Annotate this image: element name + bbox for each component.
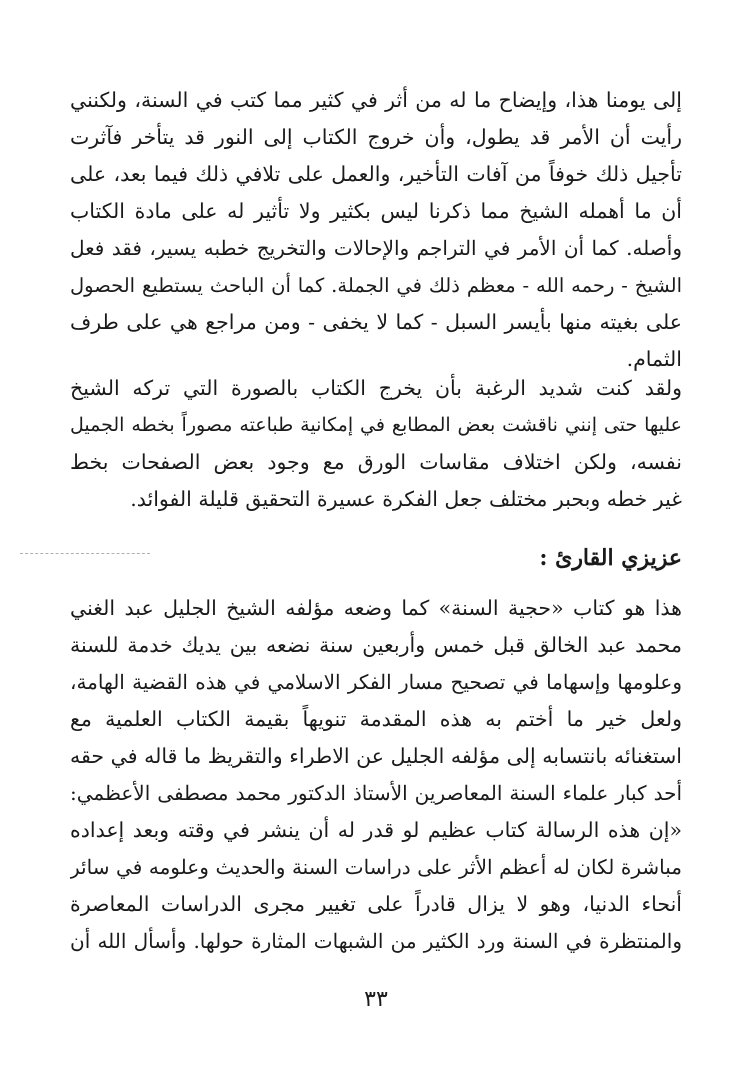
text-line: غير خطه وبحبر مختلف جعل الفكرة عسيرة التحقيق قليلة الفوائد. [130,487,682,511]
text-line: أن ما أهمله الشيخ مما ذكرنا ليس بكثير ولا تأثير له على مادة الكتاب [70,199,682,223]
text-line: نفسه، ولكن اختلاف مقاسات الورق مع وجود بعض الصفحات بخط [70,450,682,474]
text-line: عليها حتى إنني ناقشت بعض المطابع في إمكانية طباعته مصوراً بخطه الجميل [70,414,682,436]
text-line: أحد كبار علماء السنة المعاصرين الأستاذ الدكتور محمد مصطفى الأعظمي: [70,781,682,805]
text-line: استغنائه بانتسابه إلى مؤلفه الجليل عن الاطراء والتقريظ ما قاله في حقه [70,744,682,768]
text-line: ولقد كنت شديد الرغبة بأن يخرج الكتاب بالصورة التي تركه الشيخ [70,376,682,400]
text-line: وأصله. كما أن الأمر في التراجم والإحالات والتخريج خطبه يسير، فقد فعل [70,236,682,260]
text-line: هذا هو كتاب «حجية السنة» كما وضعه مؤلفه الشيخ الجليل عبد الغني [70,596,682,620]
page-number: ٣٣ [364,987,388,1012]
text-line: إلى يومنا هذا، وإيضاح ما له من أثر في كثير مما كتب في السنة، ولكنني [70,88,682,112]
text-line: والمنتظرة في السنة ورد الكثير من الشبهات المثارة حولها. وأسأل الله أن [70,929,682,953]
text-line: وعلومها وإسهاما في تصحيح مسار الفكر الاسلامي في هذه القضية الهامة، [70,670,682,694]
paragraph-2 [70,370,682,518]
text-line: الثمام. [626,347,682,371]
text-line: مباشرة لكان له أعظم الأثر على دراسات السنة والحديث وعلومه في سائر [70,855,682,879]
scan-artifact-line [20,553,150,554]
text-line: تأجيل ذلك خوفاً من آفات التأخير، والعمل على تلافي ذلك فيما بعد، على [70,162,682,186]
text-line: على بغيته منها بأيسر السبل - كما لا يخفى - ومن مراجع هي على طرف [70,310,682,334]
section-heading: عزيزي القارئ : [539,545,682,571]
paragraph-1 [70,82,682,378]
paragraph-3 [70,590,682,960]
text-line: «إن هذه الرسالة كتاب عظيم لو قدر له أن ينشر في وقته وبعد إعداده [70,818,682,842]
text-line: أنحاء الدنيا، وهو لا يزال قادراً على تغيير مجرى الدراسات المعاصرة [70,892,682,916]
text-line: رأيت أن الأمر قد يطول، وأن خروج الكتاب إلى النور قد يتأخر فآثرت [70,125,682,149]
text-line: محمد عبد الخالق قبل خمس وأربعين سنة نضعه بين يديك خدمة للسنة [70,633,682,657]
text-line: ولعل خير ما أختم به هذه المقدمة تنويهاً بقيمة الكتاب العلمية مع [70,707,682,731]
text-line: الشيخ - رحمه الله - معظم ذلك في الجملة. كما أن الباحث يستطيع الحصول [70,274,682,297]
